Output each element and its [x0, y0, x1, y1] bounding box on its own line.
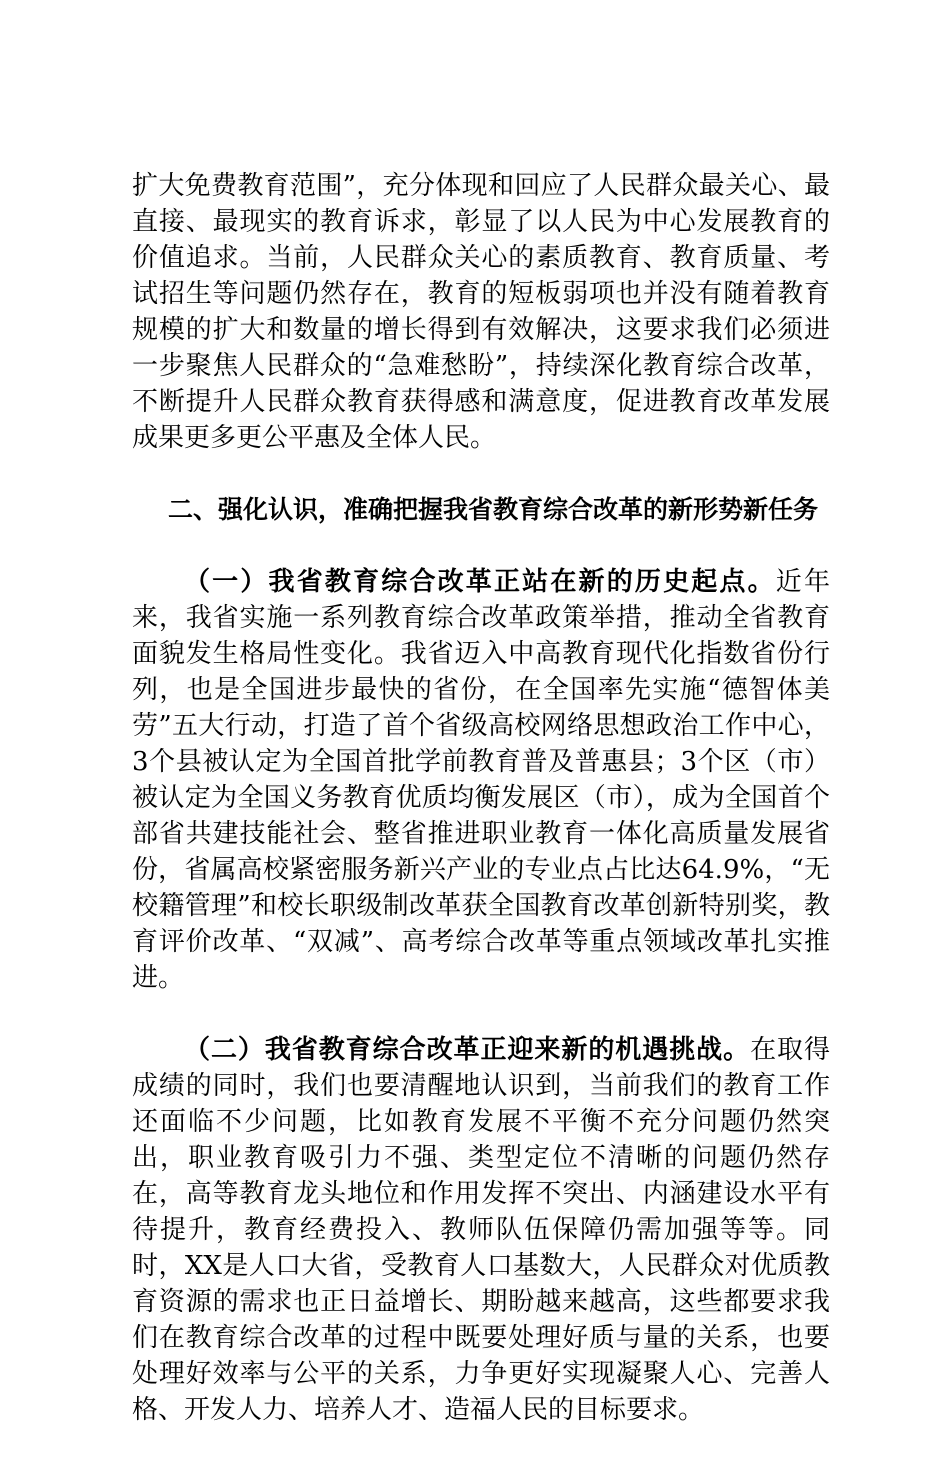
paragraph-1: 扩大免费教育范围”，充分体现和回应了人民群众最关心、最直接、最现实的教育诉求，彰显了以人民为中心发展教育的价值追求。当前，人民群众关心的素质教育、教育质量、考试招生等问题仍然存在，教育的短板弱项也并没有随着教育规模的扩大和数量的增长得到有效解决，这要求我们必须进一步聚焦人民群众的“急难愁盼”，持续深化教育综合改革，不断提升人民群众教育获得感和满意度，促进教育改革发展成果更多更公平惠及全体人民。	[132, 171, 830, 453]
paragraph-2-lead: （一）我省教育综合改革正站在新的历史起点。	[184, 567, 776, 597]
paragraph-3-lead: （二）我省教育综合改革正迎来新的机遇挑战。	[184, 1035, 751, 1065]
paragraph-3	[132, 1032, 830, 1428]
paragraph-3-body: 在取得成绩的同时，我们也要清醒地认识到，当前我们的教育工作还面临不少问题，比如教育发展不平衡不充分问题仍然突出，职业教育吸引力不强、类型定位不清晰的问题仍然存在，高等教育龙头地位和作用发挥不突出、内涵建设水平有待提升，教育经费投入、教师队伍保障仍需加强等等。同时，XX是人口大省，受教育人口基数大，人民群众对优质教育资源的需求也正日益增长、期盼越来越高，这些都要求我们在教育综合改革的过程中既要处理好质与量的关系，也要处理好效率与公平的关系，力争更好实现凝聚人心、完善人格、开发人力、培养人才、造福人民的目标要求。	[132, 1035, 830, 1425]
paragraph-2	[132, 564, 830, 996]
section-heading: 二、强化认识，准确把握我省教育综合改革的新形势新任务	[168, 495, 819, 524]
paragraph-2-body: 近年来，我省实施一系列教育综合改革政策举措，推动全省教育面貌发生格局性变化。我省迈入中高教育现代化指数省份行列，也是全国进步最快的省份，在全国率先实施“德智体美劳”五大行动，打造了首个省级高校网络思想政治工作中心，3个县被认定为全国首批学前教育普及普惠县；3个区（市）被认定为全国义务教育优质均衡发展区（市），成为全国首个部省共建技能社会、整省推进职业教育一体化高质量发展省份，省属高校紧密服务新兴产业的专业点占比达64.9%，“无校籍管理”和校长职级制改革获全国教育改革创新特别奖，教育评价改革、“双减”、高考综合改革等重点领域改革扎实推进。	[132, 567, 830, 993]
document-page	[132, 168, 830, 1464]
